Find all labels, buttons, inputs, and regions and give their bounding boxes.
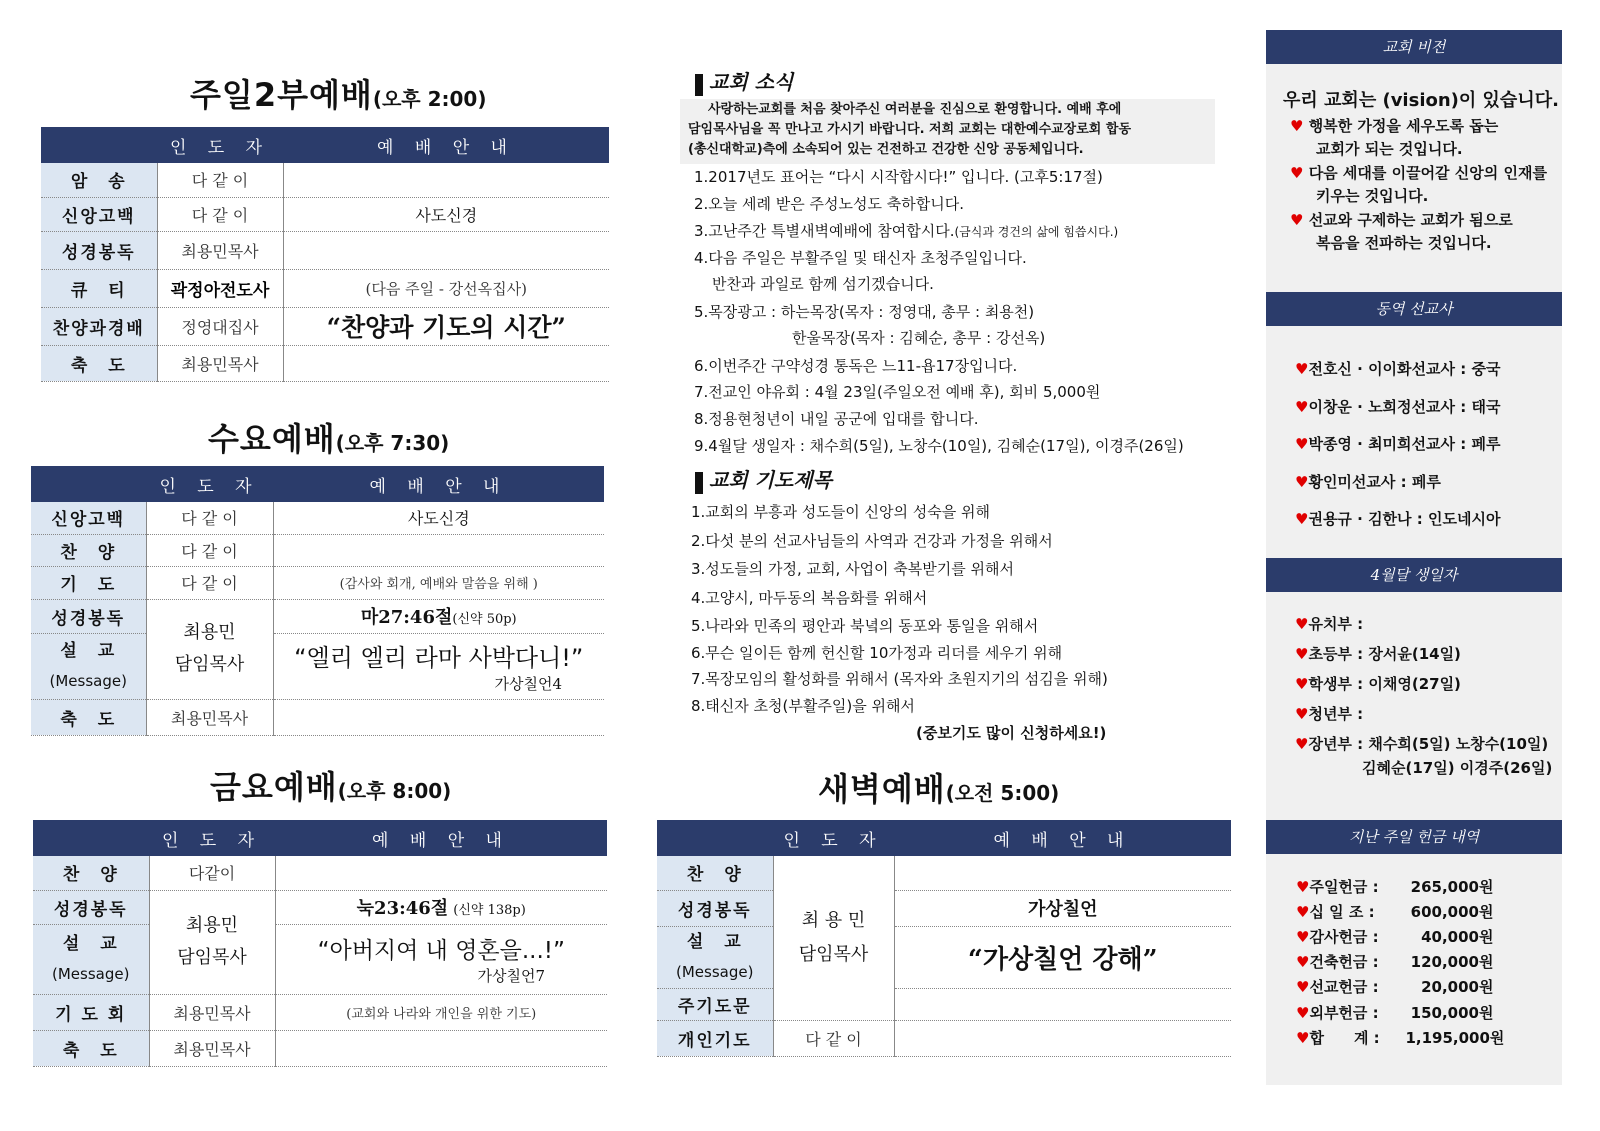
heart-icon: ♥ bbox=[1290, 164, 1304, 182]
dawn-title-time: (오전 5:00) bbox=[945, 781, 1060, 805]
friday-title bbox=[210, 762, 451, 808]
friday-leader bbox=[149, 890, 275, 994]
offering-label: 합 계 : bbox=[1309, 1029, 1380, 1047]
offering-amount: 120,000원 bbox=[1410, 953, 1494, 971]
sermon-label-cell bbox=[657, 926, 773, 988]
sermon-cell bbox=[273, 633, 604, 699]
wednesday-leader bbox=[146, 599, 273, 699]
verse: 눅23:46절 bbox=[356, 898, 449, 919]
row-leader: 다같이 bbox=[149, 856, 275, 890]
heart-icon: ♥ bbox=[1290, 211, 1304, 229]
row-label: 신앙고백 bbox=[41, 197, 157, 231]
row-label: 축 도 bbox=[41, 345, 157, 381]
news-item: 반찬과 과일로 함께 섬기겠습니다. bbox=[712, 275, 934, 293]
heart-icon: ♥ bbox=[1295, 435, 1309, 453]
sunday-head-leader: 인 도 자 bbox=[157, 127, 283, 163]
heart-icon: ♥ bbox=[1295, 510, 1309, 528]
offering-row bbox=[1296, 876, 1493, 897]
wednesday-table bbox=[31, 466, 604, 736]
friday-head-leader: 인 도 자 bbox=[149, 820, 275, 856]
sunday-title-time: (오후 2:00) bbox=[372, 87, 487, 111]
row-leader: 다 같 이 bbox=[157, 197, 283, 231]
leader-title: 담임목사 bbox=[798, 943, 869, 965]
verse-page: (신약 50p) bbox=[452, 612, 517, 627]
sunday-head-guide: 예 배 안 내 bbox=[283, 127, 609, 163]
row-guide: 사도신경 bbox=[283, 197, 609, 231]
row-leader: 최용민목사 bbox=[157, 345, 283, 381]
heart-icon: ♥ bbox=[1295, 398, 1309, 416]
offering-amount: 1,195,000원 bbox=[1405, 1029, 1505, 1047]
birthday-item-cont: 김혜순(17일) 이경주(26일) bbox=[1362, 759, 1553, 777]
row-guide: 사도신경 bbox=[273, 502, 604, 534]
row-label: 성경봉독 bbox=[33, 890, 149, 924]
mission-item: ♥권용규 · 김한나 : 인도네시아 bbox=[1295, 510, 1501, 528]
vision-item-cont: 복음을 전파하는 것입니다. bbox=[1316, 234, 1492, 252]
sermon-label-cell bbox=[33, 924, 149, 994]
row-guide: “찬양과 기도의 시간” bbox=[283, 307, 609, 345]
prayer-item: 2.다섯 분의 선교사님들의 사역과 건강과 가정을 위해서 bbox=[691, 532, 1053, 550]
mission-item: ♥이창운 · 노희정선교사 : 태국 bbox=[1295, 398, 1501, 416]
verse-cell bbox=[275, 890, 607, 924]
intro-line: (총신대학교)측에 소속되어 있는 건전하고 건강한 신앙 공동체입니다. bbox=[688, 142, 1084, 157]
vision-item: ♥ 다음 세대를 이끌어갈 신앙의 인재를 bbox=[1290, 164, 1547, 182]
row-leader: 다 같 이 bbox=[146, 534, 273, 566]
message-label: (Message) bbox=[676, 963, 754, 981]
news-item: 한울목장(목자 : 김혜순, 총무 : 강선옥) bbox=[792, 329, 1046, 347]
vision-item-cont: 키우는 것입니다. bbox=[1316, 187, 1429, 205]
row-leader: 다 같 이 bbox=[773, 1020, 894, 1056]
row-leader: 다 같 이 bbox=[146, 502, 273, 534]
offering-amount: 150,000원 bbox=[1410, 1004, 1494, 1022]
row-leader: 곽정아전도사 bbox=[157, 269, 283, 307]
wednesday-title-time: (오후 7:30) bbox=[335, 431, 450, 455]
dawn-leader bbox=[773, 856, 894, 1020]
birthday-item: ♥유치부 : bbox=[1295, 615, 1364, 633]
row-leader: 최용민목사 bbox=[149, 1030, 275, 1066]
leader-name: 최 용 민 bbox=[801, 909, 866, 931]
row-label: 설 교 bbox=[686, 932, 743, 952]
sermon-series: 가상칠언4 bbox=[494, 675, 562, 693]
mission-item: ♥박종영 · 최미희선교사 : 페루 bbox=[1295, 435, 1501, 453]
sermon-title: “아버지여 내 영혼을...!” bbox=[317, 938, 565, 964]
friday-title-time: (오후 8:00) bbox=[337, 779, 452, 803]
offering-label: 십 일 조 : bbox=[1309, 903, 1375, 921]
leader-title: 담임목사 bbox=[174, 654, 245, 675]
row-label: 찬 양 bbox=[33, 856, 149, 890]
offering-header: 지난 주일 헌금 내역 bbox=[1266, 820, 1562, 854]
vision-item-cont: 교회가 되는 것입니다. bbox=[1316, 140, 1463, 158]
row-leader: 최용민목사 bbox=[146, 699, 273, 735]
offering-amount: 265,000원 bbox=[1410, 878, 1494, 896]
offering-label: 선교헌금 : bbox=[1309, 978, 1379, 996]
offering-amount: 600,000원 bbox=[1410, 903, 1494, 921]
vision-title: 우리 교회는 (vision)이 있습니다. bbox=[1283, 90, 1559, 111]
offering-row bbox=[1296, 901, 1493, 922]
offering-row bbox=[1296, 926, 1493, 947]
row-guide bbox=[283, 163, 609, 197]
vision-header: 교회 비전 bbox=[1266, 30, 1562, 64]
intro-line: 사랑하는교회를 처음 찾아주신 여러분을 진심으로 환영합니다. 예배 후에 bbox=[708, 102, 1122, 117]
row-label: 암 송 bbox=[41, 163, 157, 197]
sermon-title: “엘리 엘리 라마 사박다니!” bbox=[294, 644, 584, 672]
news-item-3 bbox=[694, 220, 1118, 241]
intro-line: 담임목사님을 꼭 만나고 가시기 바랍니다. 저희 교회는 대한예수교장로회 합동 bbox=[688, 122, 1132, 137]
birthday-item: ♥장년부 : 채수희(5일) 노창수(10일) bbox=[1295, 735, 1549, 753]
row-label: 기 도 회 bbox=[33, 994, 149, 1030]
sermon-cell bbox=[275, 924, 607, 994]
row-leader: 최용민목사 bbox=[149, 994, 275, 1030]
offering-label: 주일헌금 : bbox=[1309, 878, 1379, 896]
heart-icon: ♥ bbox=[1295, 615, 1309, 633]
verse: 마27:46절 bbox=[360, 607, 453, 628]
news-item: 6.이번주간 구약성경 통독은 느11-욥17장입니다. bbox=[694, 357, 1018, 375]
row-guide bbox=[283, 231, 609, 269]
row-label: 축 도 bbox=[33, 1030, 149, 1066]
leader-name: 최용민 bbox=[185, 915, 239, 936]
heart-icon: ♥ bbox=[1295, 473, 1309, 491]
wednesday-title bbox=[208, 414, 449, 460]
sermon-label-cell bbox=[31, 633, 146, 699]
row-label: 설 교 bbox=[60, 641, 117, 661]
message-label: (Message) bbox=[52, 965, 130, 983]
offering-label: 외부헌금 : bbox=[1309, 1004, 1379, 1022]
news-item: 8.정용현청년이 내일 공군에 입대를 합니다. bbox=[694, 410, 979, 428]
sunday-title bbox=[190, 70, 486, 116]
row-label: 설 교 bbox=[62, 934, 119, 954]
heart-icon: ♥ bbox=[1295, 675, 1309, 693]
news-intro bbox=[680, 99, 1215, 164]
dawn-theme: 가상칠언 bbox=[894, 890, 1231, 926]
row-guide bbox=[283, 345, 609, 381]
news-item: 3.고난주간 특별새벽예배에 참여합시다. bbox=[694, 222, 955, 240]
dawn-title bbox=[818, 764, 1059, 810]
dawn-head-leader: 인 도 자 bbox=[773, 820, 894, 856]
dawn-table bbox=[657, 820, 1231, 1057]
news-item: 2.오늘 세례 받은 주성노성도 축하합니다. bbox=[694, 195, 964, 213]
offering-amount: 40,000원 bbox=[1421, 928, 1494, 946]
news-item: 1.2017년도 표어는 “다시 시작합시다!” 입니다. (고후5:17절) bbox=[694, 168, 1103, 186]
row-label: 신앙고백 bbox=[31, 502, 146, 534]
row-label: 성경봉독 bbox=[657, 890, 773, 926]
offering-row bbox=[1296, 951, 1493, 972]
prayer-closing: (중보기도 많이 신청하세요!) bbox=[916, 724, 1107, 742]
prayer-header-text: 교회 기도제목 bbox=[709, 468, 832, 492]
mission-item: ♥황인미선교사 : 페루 bbox=[1295, 473, 1441, 491]
prayer-item: 3.성도들의 가정, 교회, 사업이 축복받기를 위해서 bbox=[691, 560, 1014, 578]
news-item: 7.전교인 야유회 : 4월 23일(주일오전 예배 후), 회비 5,000원 bbox=[694, 383, 1101, 401]
prayer-header bbox=[695, 464, 832, 494]
friday-head-guide: 예 배 안 내 bbox=[275, 820, 607, 856]
news-item: 9.4월달 생일자 : 채수희(5일), 노창수(10일), 김혜순(17일), 이경주(26일) bbox=[694, 437, 1184, 455]
heart-icon: ♥ bbox=[1296, 978, 1310, 996]
heart-icon: ♥ bbox=[1296, 878, 1310, 896]
verse-page: (신약 138p) bbox=[453, 903, 526, 918]
birthday-header: 4월달 생일자 bbox=[1266, 558, 1562, 592]
wednesday-head-guide: 예 배 안 내 bbox=[273, 466, 604, 502]
row-label: 찬 양 bbox=[657, 856, 773, 890]
row-label: 찬 양 bbox=[31, 534, 146, 566]
row-label: 찬양과경배 bbox=[41, 307, 157, 345]
offering-amount: 20,000원 bbox=[1421, 978, 1494, 996]
row-label: 성경봉독 bbox=[31, 599, 146, 633]
sermon-title: “가상칠언 강해” bbox=[894, 926, 1231, 988]
prayer-item: 6.무슨 일이든 함께 헌신할 10가정과 리더를 세우기 위해 bbox=[691, 644, 1063, 662]
row-label: 기 도 bbox=[31, 566, 146, 599]
dawn-title-main: 새벽예배 bbox=[818, 770, 946, 808]
row-guide: (교회와 나라와 개인을 위한 기도) bbox=[275, 994, 607, 1030]
missions-header: 동역 선교사 bbox=[1266, 292, 1562, 326]
heart-icon: ♥ bbox=[1290, 117, 1304, 135]
bullet-bar-icon bbox=[695, 472, 703, 494]
news-item: 4.다음 주일은 부활주일 및 태신자 초청주일입니다. bbox=[694, 249, 1027, 267]
offering-label: 감사헌금 : bbox=[1309, 928, 1379, 946]
wednesday-head-leader: 인 도 자 bbox=[146, 466, 273, 502]
leader-title: 담임목사 bbox=[177, 947, 247, 968]
row-leader: 정영대집사 bbox=[157, 307, 283, 345]
row-leader: 다 같 이 bbox=[157, 163, 283, 197]
heart-icon: ♥ bbox=[1295, 705, 1309, 723]
row-label: 성경봉독 bbox=[41, 231, 157, 269]
prayer-item: 7.목장모임의 활성화를 위해서 (목자와 초원지기의 섬김을 위해) bbox=[691, 670, 1108, 688]
sunday-table bbox=[41, 127, 609, 382]
sermon-series: 가상칠언7 bbox=[477, 967, 545, 985]
prayer-item: 5.나라와 민족의 평안과 북녘의 동포와 통일을 위해서 bbox=[691, 617, 1039, 635]
row-leader: 최용민목사 bbox=[157, 231, 283, 269]
row-label: 주기도문 bbox=[657, 988, 773, 1020]
verse-cell bbox=[273, 599, 604, 633]
news-header bbox=[695, 66, 793, 96]
vision-item: ♥ 선교와 구제하는 교회가 됨으로 bbox=[1290, 211, 1513, 229]
row-leader: 다 같 이 bbox=[146, 566, 273, 599]
news-item: 5.목장광고 : 하는목장(목자 : 정영대, 총무 : 최용천) bbox=[694, 303, 1035, 321]
dawn-head-guide: 예 배 안 내 bbox=[894, 820, 1231, 856]
heart-icon: ♥ bbox=[1296, 1029, 1310, 1047]
message-label: (Message) bbox=[49, 672, 127, 690]
heart-icon: ♥ bbox=[1295, 360, 1309, 378]
prayer-item: 4.고양시, 마두동의 복음화를 위해서 bbox=[691, 589, 928, 607]
news-item-note: (금식과 경건의 삶에 힘씁시다.) bbox=[954, 225, 1119, 239]
sunday-title-main: 주일2부예배 bbox=[190, 76, 373, 114]
leader-name: 최용민 bbox=[183, 622, 236, 643]
row-guide: (다음 주일 - 강선옥집사) bbox=[283, 269, 609, 307]
offering-label: 건축헌금 : bbox=[1309, 953, 1379, 971]
row-guide: (감사와 회개, 예배와 말씀을 위해 ) bbox=[273, 566, 604, 599]
heart-icon: ♥ bbox=[1296, 903, 1310, 921]
row-label: 개인기도 bbox=[657, 1020, 773, 1056]
offering-row bbox=[1296, 1027, 1505, 1048]
prayer-item: 1.교회의 부흥과 성도들이 신앙의 성숙을 위해 bbox=[691, 503, 990, 521]
bullet-bar-icon bbox=[695, 74, 703, 96]
heart-icon: ♥ bbox=[1296, 928, 1310, 946]
heart-icon: ♥ bbox=[1295, 645, 1309, 663]
birthday-item: ♥학생부 : 이채영(27일) bbox=[1295, 675, 1461, 693]
birthday-item: ♥초등부 : 장서윤(14일) bbox=[1295, 645, 1461, 663]
wednesday-title-main: 수요예배 bbox=[208, 420, 336, 458]
vision-item: ♥ 행복한 가정을 세우도록 돕는 bbox=[1290, 117, 1499, 135]
news-header-text: 교회 소식 bbox=[709, 70, 794, 94]
friday-table bbox=[33, 820, 607, 1067]
offering-row bbox=[1296, 976, 1493, 997]
birthday-item: ♥청년부 : bbox=[1295, 705, 1364, 723]
heart-icon: ♥ bbox=[1295, 735, 1309, 753]
row-label: 축 도 bbox=[31, 699, 146, 735]
heart-icon: ♥ bbox=[1296, 953, 1310, 971]
offering-row bbox=[1296, 1002, 1493, 1023]
mission-item: ♥전호신 · 이이화선교사 : 중국 bbox=[1295, 360, 1501, 378]
row-label: 큐 티 bbox=[41, 269, 157, 307]
friday-title-main: 금요예배 bbox=[210, 768, 338, 806]
prayer-item: 8.태신자 초청(부활주일)을 위해서 bbox=[691, 697, 915, 715]
heart-icon: ♥ bbox=[1296, 1004, 1310, 1022]
